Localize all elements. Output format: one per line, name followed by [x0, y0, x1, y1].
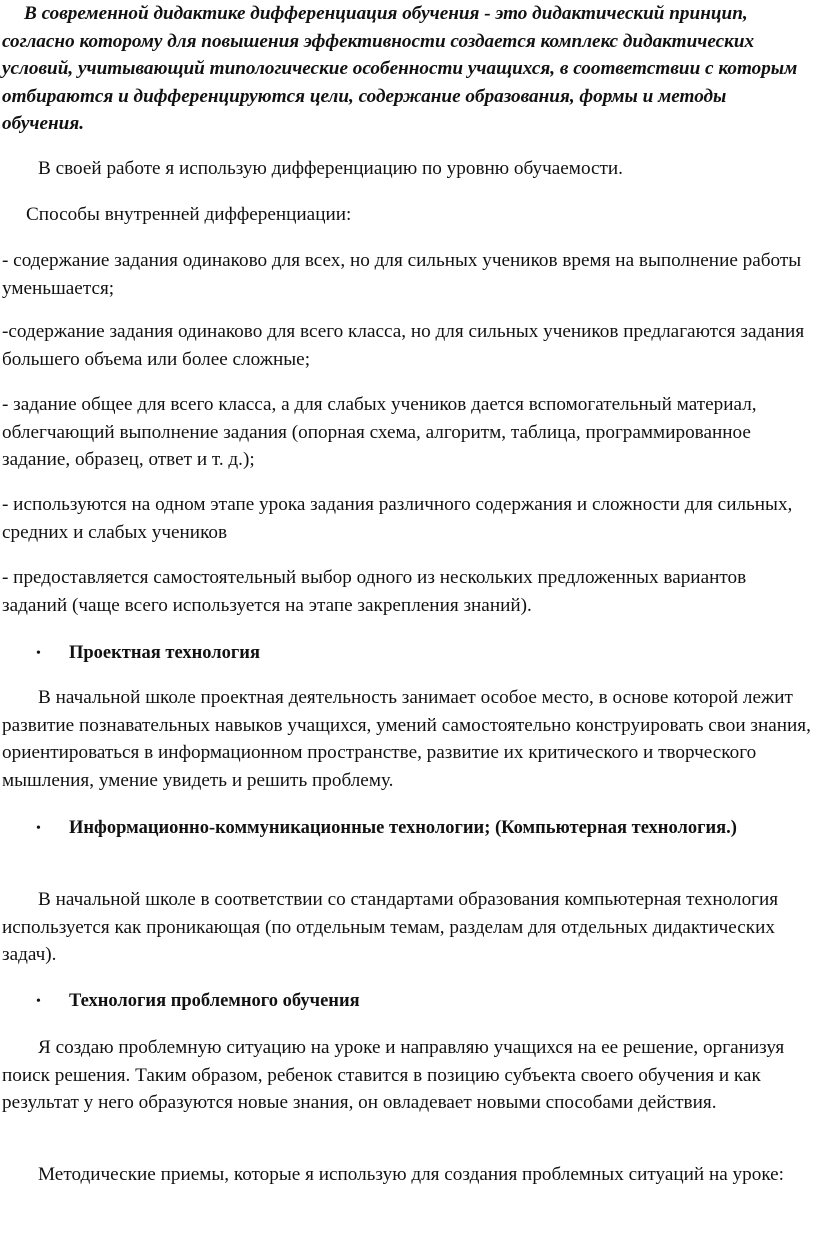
intro-text: В современной дидактике дифференциация обучения - это дидактический принцип, согласно которому для повышения эффективности создается комплекс дидактических условий, учитывающий типологические особенности учащихся, в соответствии с которым отбираются и дифференцируются цели, содержание образования, формы и методы обучения.: [2, 3, 798, 134]
bullet-icon: •: [36, 994, 41, 1009]
ways-heading: Способы внутренней дифференциации:: [26, 204, 352, 225]
intro-paragraph: [2, 0, 810, 138]
way-item-1: - содержание задания одинаково для всех, но для сильных учеников время на выполнение работы уменьшается;: [2, 250, 802, 299]
bullet-project-title: Проектная технология: [69, 643, 260, 663]
problem-paragraph: Я создаю проблемную ситуацию на уроке и направляю учащихся на ее решение, организуя поиск решения. Таким образом, ребенок ставится в позицию субъекта своего обучения и как результат у него образуются новые знания, он овладевает новыми способами действия.: [2, 1037, 785, 1113]
bullet-icon: •: [36, 821, 41, 836]
ict-paragraph: В начальной школе в соответствии со стандартами образования компьютерная технология используется как проникающая (по отдельным темам, разделам для отдельных дидактических задач).: [2, 889, 779, 965]
bullet-icon: •: [36, 646, 41, 661]
bullet-problem: [36, 988, 796, 1015]
way-item-5: - предоставляется самостоятельный выбор одного из нескольких предложенных вариантов заданий (чаще всего используется на этапе закрепления знаний).: [2, 567, 747, 616]
project-paragraph: В начальной школе проектная деятельность занимает особое место, в основе которой лежит развитие познавательных навыков учащихся, умений самостоятельно конструировать свои знания, ориентироваться в информационном пространстве, развитие их критического и творческого мышления, умение увидеть и решить проблему.: [2, 687, 811, 791]
way-item-2: -содержание задания одинаково для всего класса, но для сильных учеников предлагаются задания большего объема или более сложные;: [2, 321, 805, 370]
bullet-ict: [36, 815, 796, 842]
way-item-4: - используются на одном этапе урока задания различного содержания и сложности для сильных, средних и слабых учеников: [2, 494, 793, 543]
own-work-paragraph: В своей работе я использую дифференциацию по уровню обучаемости.: [38, 158, 623, 179]
bullet-problem-title: Технология проблемного обучения: [69, 991, 360, 1011]
way-item-3: - задание общее для всего класса, а для слабых учеников дается вспомогательный материал, облегчающий выполнение задания (опорная схема, алгоритм, таблица, программированное задание, образец, ответ и т. д.);: [2, 394, 757, 470]
bullet-ict-title: Информационно-коммуникационные технологии; (Компьютерная технология.): [69, 818, 737, 838]
bullet-project: [36, 640, 796, 667]
methods-paragraph: Методические приемы, которые я использую для создания проблемных ситуаций на уроке:: [38, 1164, 785, 1185]
